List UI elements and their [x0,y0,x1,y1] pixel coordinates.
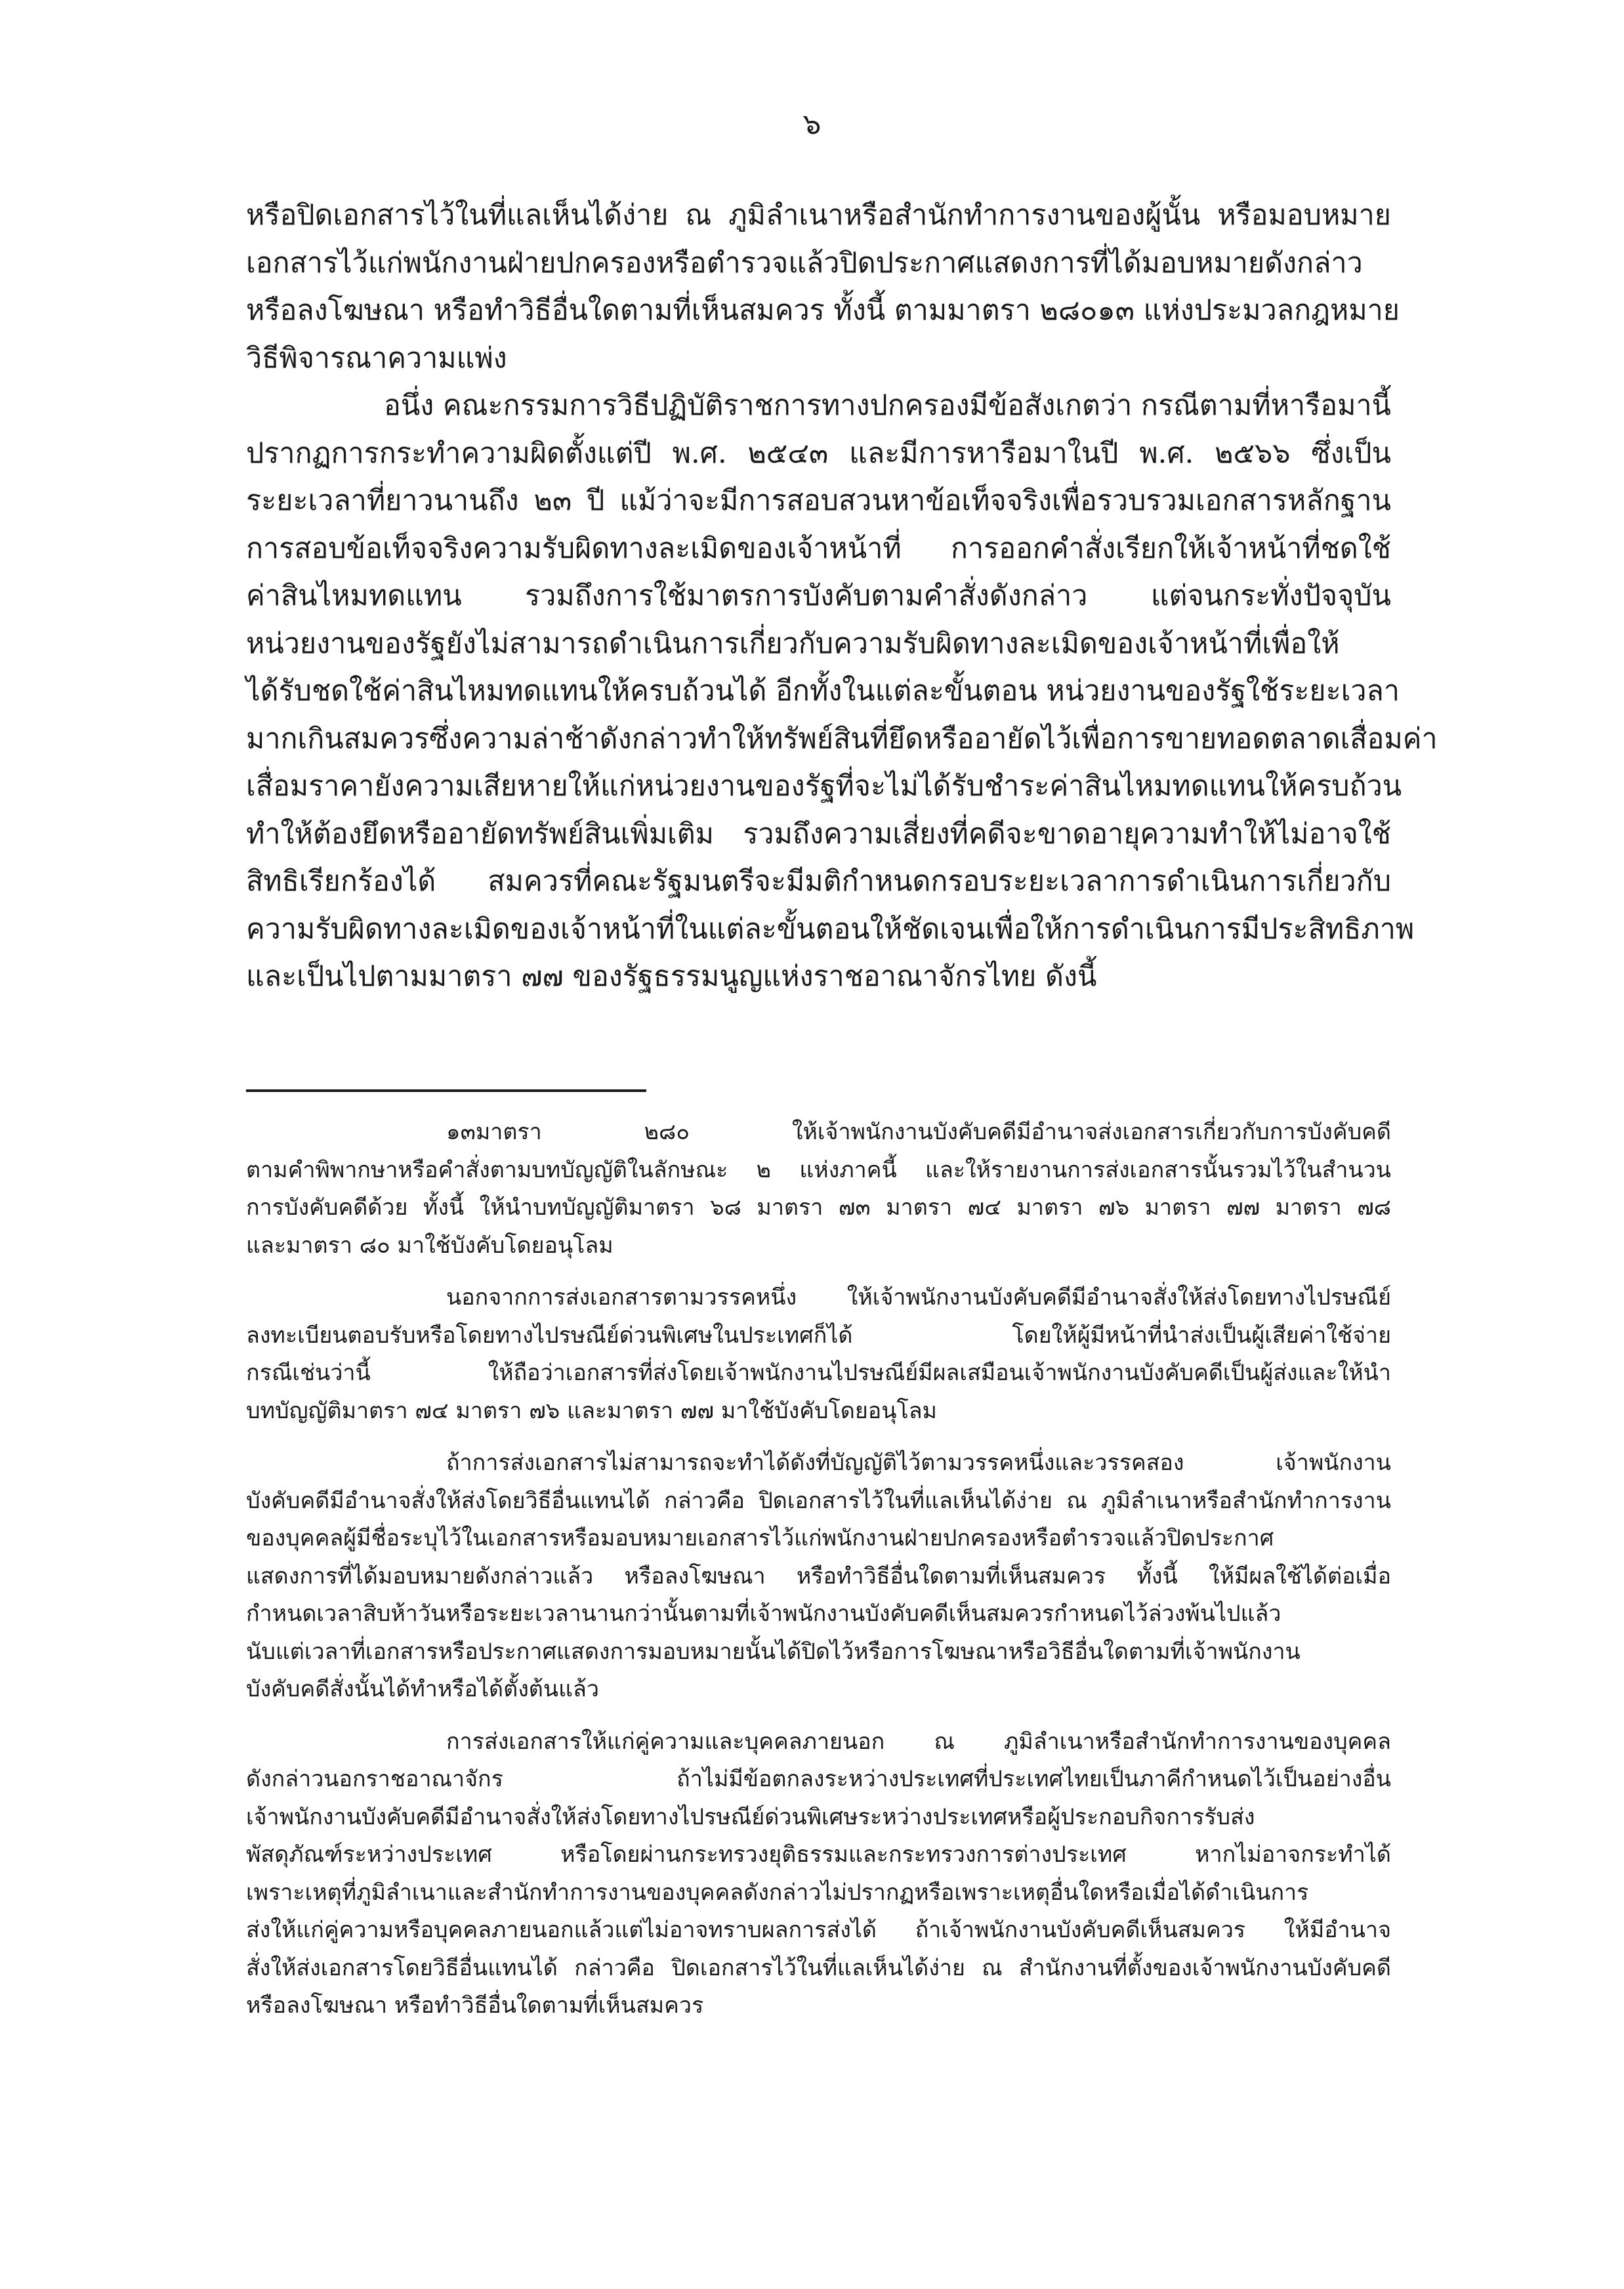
footnote-line: ตามคำพิพากษาหรือคำสั่งตามบทบัญญัติในลักษณะ ๒ แห่งภาคนี้ และให้รายงานการส่งเอกสารนั้นรวมไว้ในสำนวน [246,1156,1391,1183]
footnote-line: และมาตรา ๘๐ มาใช้บังคับโดยอนุโลม [246,1232,614,1259]
body-line: วิธีพิจารณาความแพ่ง [246,341,507,375]
body-line: ได้รับชดใช้ค่าสินไหมทดแทนให้ครบถ้วนได้ อีกทั้งในแต่ละขั้นตอน หน่วยงานของรัฐใช้ระยะเวลา [246,675,1400,707]
footnote-line: ถ้าการส่งเอกสารไม่สามารถจะทำได้ดังที่บัญญัติไว้ตามวรรคหนึ่งและวรรคสอง เจ้าพนักงาน [446,1450,1391,1476]
body-line: มากเกินสมควรซึ่งความล่าช้าดังกล่าวทำให้ทรัพย์สินที่ยึดหรืออายัดไว้เพื่อการขายทอดตลาดเสื่อมค่า [246,722,1438,755]
body-line: สิทธิเรียกร้องได้ สมควรที่คณะรัฐมนตรีจะมีมติกำหนดกรอบระยะเวลาการดำเนินการเกี่ยวกับ [246,865,1391,898]
page-number: ๖ [802,108,822,141]
body-line: หรือลงโฆษณา หรือทำวิธีอื่นใดตามที่เห็นสมควร ทั้งนี้ ตามมาตรา ๒๘๐๑๓ แห่งประมวลกฎหมาย [246,294,1400,327]
body-line: การสอบข้อเท็จจริงความรับผิดทางละเมิดของเจ้าหน้าที่ การออกคำสั่งเรียกให้เจ้าหน้าที่ชดใช้ [246,532,1391,565]
footnote-line: นับแต่เวลาที่เอกสารหรือประกาศแสดงการมอบหมายนั้นได้ปิดไว้หรือการโฆษณาหรือวิธีอื่นใดตามที่เจ้าพนักงาน [246,1638,1301,1665]
footnote-line: ของบุคคลผู้มีชื่อระบุไว้ในเอกสารหรือมอบหมายเอกสารไว้แก่พนักงานฝ่ายปกครองหรือตำรวจแล้วปิดประกาศ [246,1525,1274,1551]
body-line: อนึ่ง คณะกรรมการวิธีปฏิบัติราชการทางปกครองมีข้อสังเกตว่า กรณีตามที่หารือมานี้ [384,389,1391,422]
footnote-line: กำหนดเวลาสิบห้าวันหรือระยะเวลานานกว่านั้นตามที่เจ้าพนักงานบังคับคดีเห็นสมควรกำหนดไว้ล่วงพ้นไปแล้ว [246,1601,1281,1627]
body-line: และเป็นไปตามมาตรา ๗๗ ของรัฐธรรมนูญแห่งราชอาณาจักรไทย ดังนี้ [246,960,1097,993]
footnote-line: หรือลงโฆษณา หรือทำวิธีอื่นใดตามที่เห็นสมควร [246,1992,704,2019]
body-line: ความรับผิดทางละเมิดของเจ้าหน้าที่ในแต่ละขั้นตอนให้ชัดเจนเพื่อให้การดำเนินการมีประสิทธิภาพ [246,912,1415,946]
body-line: ปรากฏการกระทำความผิดตั้งแต่ปี พ.ศ. ๒๕๔๓ และมีการหารือมาในปี พ.ศ. ๒๕๖๖ ซึ่งเป็น [246,436,1391,470]
footnote-line: ๑๓มาตรา ๒๘๐ ให้เจ้าพนักงานบังคับคดีมีอำนาจส่งเอกสารเกี่ยวกับการบังคับคดี [446,1119,1391,1145]
footnote-line: ดังกล่าวนอกราชอาณาจักร ถ้าไม่มีข้อตกลงระหว่างประเทศที่ประเทศไทยเป็นภาคีกำหนดไว้เป็นอย่างอื่น [246,1766,1391,1792]
footnote-line: การส่งเอกสารให้แก่คู่ความและบุคคลภายนอก ณ ภูมิลำเนาหรือสำนักทำการงานของบุคคล [446,1728,1391,1755]
body-line: เอกสารไว้แก่พนักงานฝ่ายปกครองหรือตำรวจแล้วปิดประกาศแสดงการที่ได้มอบหมายดังกล่าว [246,246,1363,280]
body-line: หน่วยงานของรัฐยังไม่สามารถดำเนินการเกี่ยวกับความรับผิดทางละเมิดของเจ้าหน้าที่เพื่อให้ [246,627,1340,660]
footnote-line: นอกจากการส่งเอกสารตามวรรคหนึ่ง ให้เจ้าพนักงานบังคับคดีมีอำนาจสั่งให้ส่งโดยทางไปรษณีย์ [446,1284,1391,1311]
footnote-line: สั่งให้ส่งเอกสารโดยวิธีอื่นแทนได้ กล่าวคือ ปิดเอกสารไว้ในที่แลเห็นได้ง่าย ณ สำนักงานที่ตั้งของเจ้าพนักงานบังคับคดี [246,1954,1391,1981]
footnote-line: พัสดุภัณฑ์ระหว่างประเทศ หรือโดยผ่านกระทรวงยุติธรรมและกระทรวงการต่างประเทศ หากไม่อาจกระทำได้ [246,1841,1391,1868]
footnote-separator [246,1089,646,1092]
body-line: เสื่อมราคายังความเสียหายให้แก่หน่วยงานของรัฐที่จะไม่ได้รับชำระค่าสินไหมทดแทนให้ครบถ้วน [246,770,1402,803]
footnote-line: บังคับคดีมีอำนาจสั่งให้ส่งโดยวิธีอื่นแทนได้ กล่าวคือ ปิดเอกสารไว้ในที่แลเห็นได้ง่าย ณ ภูมิลำเนาหรือสำนักทำการงาน [246,1487,1391,1514]
body-line: หรือปิดเอกสารไว้ในที่แลเห็นได้ง่าย ณ ภูมิลำเนาหรือสำนักทำการงานของผู้นั้น หรือมอบหมาย [246,199,1391,232]
footnote-line: เจ้าพนักงานบังคับคดีมีอำนาจสั่งให้ส่งโดยทางไปรษณีย์ด่วนพิเศษระหว่างประเทศหรือผู้ประกอบกิจการรับส่ง [246,1803,1255,1830]
footnote-line: เพราะเหตุที่ภูมิลำเนาและสำนักทำการงานของบุคคลดังกล่าวไม่ปรากฏหรือเพราะเหตุอื่นใดหรือเมื่อได้ดำเนินการ [246,1879,1309,1906]
footnote-text [246,1114,1391,2025]
footnote-line: ส่งให้แก่คู่ความหรือบุคคลภายนอกแล้วแต่ไม่อาจทราบผลการส่งได้ ถ้าเจ้าพนักงานบังคับคดีเห็นสมควร ให้มีอำนาจ [246,1917,1391,1943]
footnote-line: แสดงการที่ได้มอบหมายดังกล่าวแล้ว หรือลงโฆษณา หรือทำวิธีอื่นใดตามที่เห็นสมควร ทั้งนี้ ให้มีผลใช้ได้ต่อเมื่อ [246,1563,1391,1589]
footnote-line: กรณีเช่นว่านี้ ให้ถือว่าเอกสารที่ส่งโดยเจ้าพนักงานไปรษณีย์มีผลเสมือนเจ้าพนักงานบังคับคดีเป็นผู้ส่งและให้นำ [246,1360,1391,1386]
body-line: ระยะเวลาที่ยาวนานถึง ๒๓ ปี แม้ว่าจะมีการสอบสวนหาข้อเท็จจริงเพื่อรวบรวมเอกสารหลักฐาน [246,484,1391,517]
footnote-line: บทบัญญัติมาตรา ๗๔ มาตรา ๗๖ และมาตรา ๗๗ มาใช้บังคับโดยอนุโลม [246,1397,937,1424]
body-line: ทำให้ต้องยึดหรืออายัดทรัพย์สินเพิ่มเติม รวมถึงความเสี่ยงที่คดีจะขาดอายุความทำให้ไม่อาจใช้ [246,817,1391,850]
body-text [246,192,1438,1001]
footnote-line: การบังคับคดีด้วย ทั้งนี้ ให้นำบทบัญญัติมาตรา ๖๘ มาตรา ๗๓ มาตรา ๗๔ มาตรา ๗๖ มาตรา ๗๗ มาตรา ๗๘ [246,1194,1391,1221]
body-line: ค่าสินไหมทดแทน รวมถึงการใช้มาตรการบังคับตามคำสั่งดังกล่าว แต่จนกระทั่งปัจจุบัน [246,579,1391,612]
footnote-line: บังคับคดีสั่งนั้นได้ทำหรือได้ตั้งต้นแล้ว [246,1676,599,1702]
footnote-line: ลงทะเบียนตอบรับหรือโดยทางไปรษณีย์ด่วนพิเศษในประเทศก็ได้ โดยให้ผู้มีหน้าที่นำส่งเป็นผู้เสียค่าใช้จ่าย [246,1322,1391,1349]
